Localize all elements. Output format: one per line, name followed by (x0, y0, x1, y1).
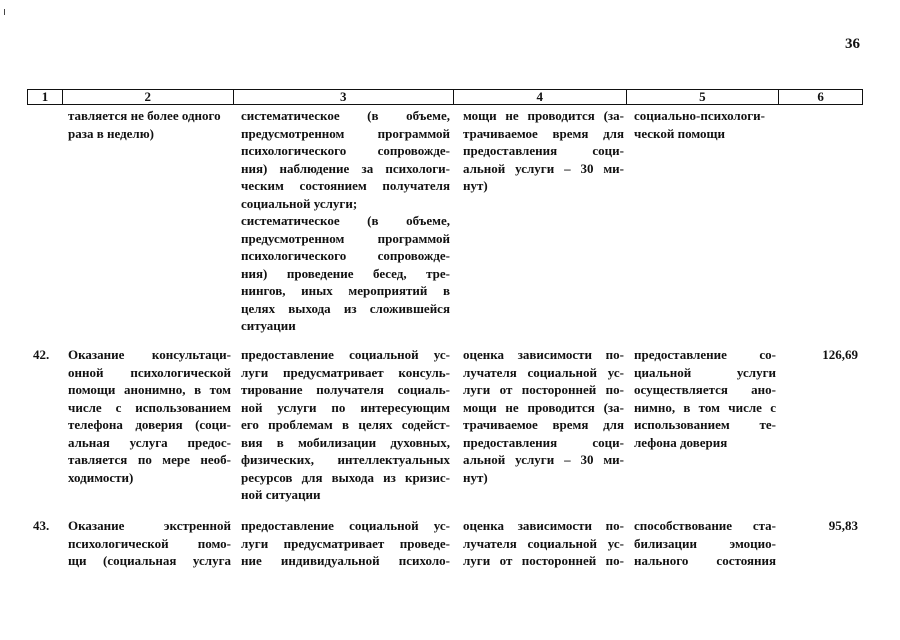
text-line: билизации эмоцио- (634, 535, 776, 551)
text-line: альная услуга предос- (68, 434, 231, 450)
header-col-3: 3 (234, 90, 454, 104)
text-line: телефона доверия (соци- (68, 417, 231, 432)
row-42-col3 (241, 346, 450, 504)
continued-row-col4 (463, 107, 624, 195)
text-line: лучателя социальной ус- (463, 364, 624, 380)
continued-row-col5 (634, 107, 776, 142)
text-line: ния) наблюдение за психологи- (241, 160, 450, 176)
row-43-col3 (241, 517, 450, 570)
text-line: использованием те- (634, 417, 776, 432)
text-line: луги от посторонней по- (463, 553, 624, 568)
header-col-6: 6 (817, 89, 824, 104)
text-line: социально-психологи- (634, 108, 765, 123)
text-line: Оказание экстренной (68, 518, 231, 533)
text-line: нального состояния (634, 553, 776, 568)
text-line: нимно, в том числе с (634, 399, 776, 415)
text-line: альной услуги – 30 ми- (463, 160, 624, 176)
text-line: ной услуги по интересующим (241, 399, 450, 415)
text-line: трачиваемое время для (463, 125, 624, 141)
text-line: тавляется не более одного (68, 108, 221, 123)
text-line: оценка зависимости по- (463, 518, 624, 533)
text-line: ческим состоянием получателя (241, 178, 450, 193)
row-42-price: 126,69 (822, 347, 858, 362)
header-col-2: 2 (63, 90, 234, 104)
row-43-price: 95,83 (828, 518, 858, 533)
text-line: ние индивидуальной психоло- (241, 553, 450, 568)
text-line: его проблемам в целях содейст- (241, 417, 450, 432)
row-42-col4 (463, 346, 624, 486)
text-line: нингов, иных мероприятий в (241, 283, 450, 298)
text-line: предоставление социальной ус- (241, 347, 450, 362)
text-line: тавляется по мере необ- (68, 452, 231, 467)
text-line: мощи не проводится (за- (463, 108, 624, 123)
text-line: ресурсов для выхода из кризис- (241, 469, 450, 485)
continued-row-col3 (241, 107, 450, 335)
text-line: Оказание консультаци- (68, 347, 231, 362)
text-line: луги от посторонней по- (463, 382, 624, 397)
row-42-col2 (68, 346, 231, 486)
text-line: лучателя социальной ус- (463, 535, 624, 551)
text-line: лефона доверия (634, 434, 728, 450)
text-line: онной психологической (68, 364, 231, 380)
text-line: психологического сопровожде- (241, 143, 450, 158)
text-line: трачиваемое время для (463, 417, 624, 432)
row-43-col4 (463, 517, 624, 570)
text-line: ческой помощи (634, 125, 725, 141)
row-43-col2 (68, 517, 231, 570)
row-43-col5 (634, 517, 776, 570)
page-number: 36 (845, 36, 860, 52)
text-line: физических, интеллектуальных (241, 452, 450, 467)
text-line: ной ситуации (241, 487, 321, 502)
table-header-row (27, 89, 863, 105)
header-col-4: 4 (454, 90, 627, 104)
row-43-number: 43. (33, 518, 50, 533)
header-col-1: 1 (28, 90, 63, 104)
text-line: щи (социальная услуга (68, 553, 231, 568)
text-line: тирование получателя социаль- (241, 382, 450, 397)
text-line: мощи не проводится (за- (463, 399, 624, 415)
text-line: луги предусматривает проведе- (241, 535, 450, 551)
text-line: числе с использованием (68, 399, 231, 415)
scan-edge-mark (4, 9, 5, 15)
text-line: социальной услуги; (241, 195, 358, 211)
continued-row-col2 (68, 107, 231, 142)
text-line: предоставления соци- (463, 434, 624, 450)
text-line: предоставления соци- (463, 143, 624, 158)
text-line: ходимости) (68, 469, 134, 485)
text-line: помощи анонимно, в том (68, 382, 231, 397)
text-line: ситуации (241, 318, 296, 333)
text-line: систематическое (в объеме, (241, 213, 450, 228)
text-line: альной услуги – 30 ми- (463, 452, 624, 467)
text-line: способствование ста- (634, 518, 776, 533)
text-line: оценка зависимости по- (463, 347, 624, 362)
text-line: предоставление социальной ус- (241, 518, 450, 533)
header-col-5: 5 (627, 90, 780, 104)
text-line: психологического сопровожде- (241, 248, 450, 263)
text-line: психологической помо- (68, 535, 231, 551)
text-line: осуществляется ано- (634, 382, 776, 397)
text-line: систематическое (в объеме, (241, 108, 450, 123)
text-line: циальной услуги (634, 364, 776, 380)
text-line: ния) проведение бесед, тре- (241, 265, 450, 281)
row-42-col5 (634, 346, 776, 451)
text-line: раза в неделю) (68, 125, 154, 141)
text-line: луги предусматривает консуль- (241, 364, 450, 380)
text-line: предоставление со- (634, 347, 776, 362)
row-42-number: 42. (33, 347, 50, 362)
text-line: нут) (463, 469, 488, 485)
text-line: предусмотренном программой (241, 230, 450, 246)
text-line: предусмотренном программой (241, 125, 450, 141)
text-line: вия в мобилизации духовных, (241, 434, 450, 450)
text-line: целях выхода из сложившейся (241, 300, 450, 316)
text-line: нут) (463, 178, 488, 193)
